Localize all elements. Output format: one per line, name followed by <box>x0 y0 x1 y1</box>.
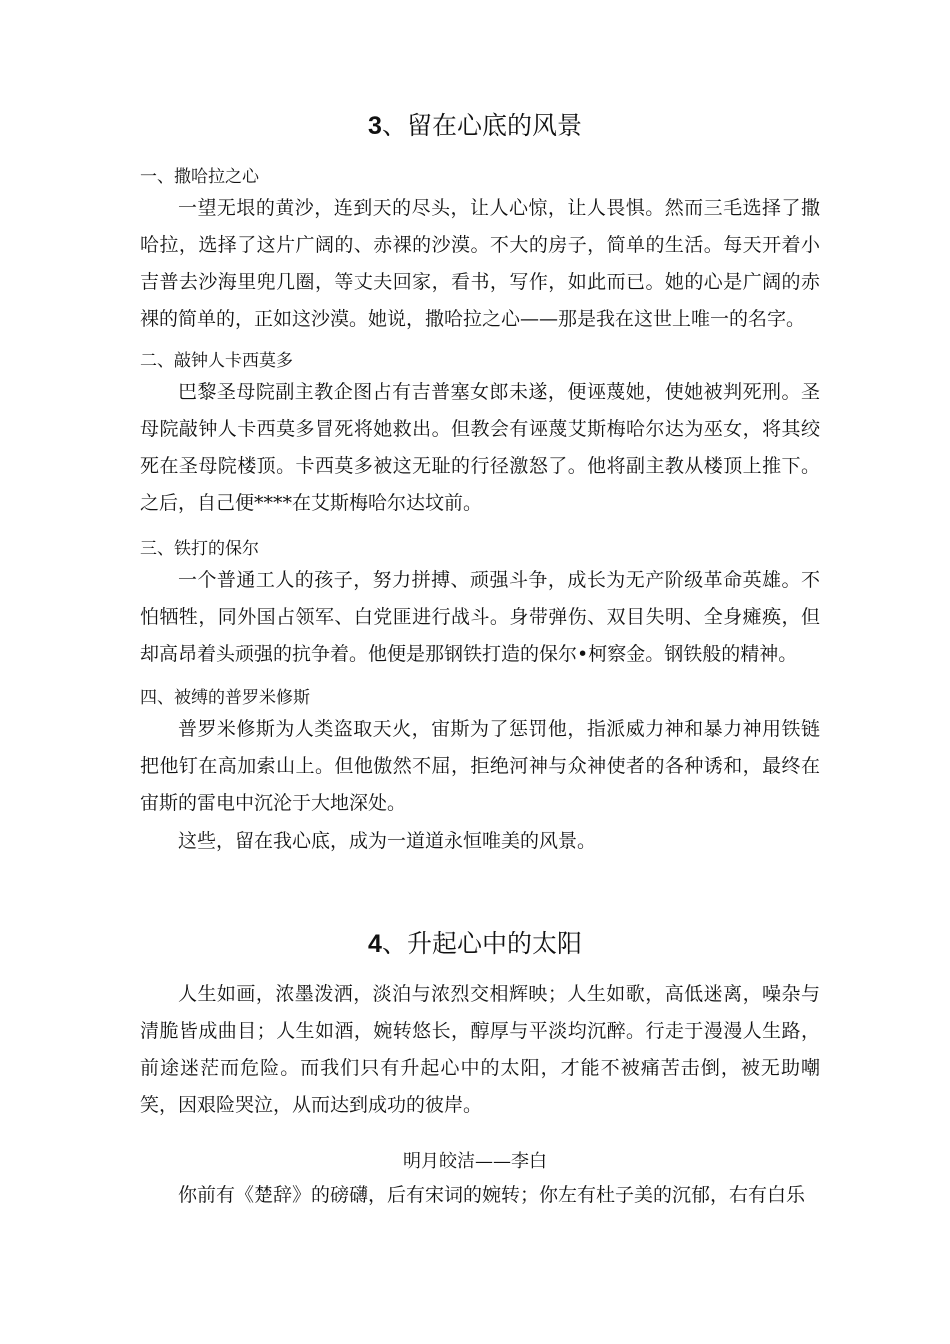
section-4-number: 4 <box>368 930 382 958</box>
section-3-heading-3: 三、铁打的保尔 <box>140 539 259 559</box>
section-3-paragraph-1: 一望无垠的黄沙，连到天的尽头，让人心惊，让人畏惧。然而三毛选择了撒哈拉，选择了这片广阔的、赤裸的沙漠。不大的房子，简单的生活。每天开着小吉普去沙海里兜几圈，等丈夫回家，看书，写作，如此而已。她的心是广阔的赤裸的简单的，正如这沙漠。她说，撒哈拉之心——那是我在这世上唯一的名字。 <box>140 197 820 330</box>
section-3-paragraph-4: 普罗米修斯为人类盗取天火，宙斯为了惩罚他，指派威力神和暴力神用铁链把他钉在高加索山上。但他傲然不屈，拒绝河神与众神使者的各种诱和，最终在宙斯的雷电中沉沦于大地深处。 <box>140 718 820 814</box>
section-3-heading-1: 一、撒哈拉之心 <box>140 167 259 187</box>
section-3-heading-2: 二、敲钟人卡西莫多 <box>140 351 293 371</box>
section-3-paragraph-3: 一个普通工人的孩子，努力拼搏、顽强斗争，成长为无产阶级革命英雄。不怕牺牲，同外国占领军、白党匪进行战斗。身带弹伤、双目失明、全身瘫痪，但却高昂着头顽强的抗争着。他便是那钢铁打造的保尔•柯察金。钢铁般的精神。 <box>140 569 820 665</box>
section-4-title-text: 、升起心中的太阳 <box>381 929 582 958</box>
section-3-number: 3 <box>368 112 382 140</box>
section-4-paragraph-1: 人生如画，浓墨泼洒，淡泊与浓烈交相辉映；人生如歌，高低迷离，噪杂与清脆皆成曲目；人生如酒，婉转悠长，醇厚与平淡均沉醉。行走于漫漫人生路，前途迷茫而危险。而我们只有升起心中的太阳，才能不被痛苦击倒，被无助嘲笑，因艰险哭泣，从而达到成功的彼岸。 <box>140 983 820 1116</box>
section-3-heading-4: 四、被缚的普罗米修斯 <box>140 688 310 708</box>
section-4-title <box>0 924 950 960</box>
section-3-title-text: 、留在心底的风景 <box>381 111 582 140</box>
section-4-paragraph-2: 你前有《楚辞》的磅礴，后有宋词的婉转；你左有杜子美的沉郁，右有白乐 <box>178 1184 806 1206</box>
section-3-closing-paragraph: 这些，留在我心底，成为一道道永恒唯美的风景。 <box>178 830 597 852</box>
section-3-paragraph-2: 巴黎圣母院副主教企图占有吉普塞女郎未遂，便诬蔑她，使她被判死刑。圣母院敲钟人卡西莫多冒死将她救出。但教会有诬蔑艾斯梅哈尔达为巫女，将其绞死在圣母院楼顶。卡西莫多被这无耻的行径激怒了。他将副主教从楼顶上推下。之后，自己便****在艾斯梅哈尔达坟前。 <box>140 381 820 514</box>
section-4-subtitle: 明月皎洁——李白 <box>403 1151 547 1172</box>
section-3-title <box>0 106 950 142</box>
